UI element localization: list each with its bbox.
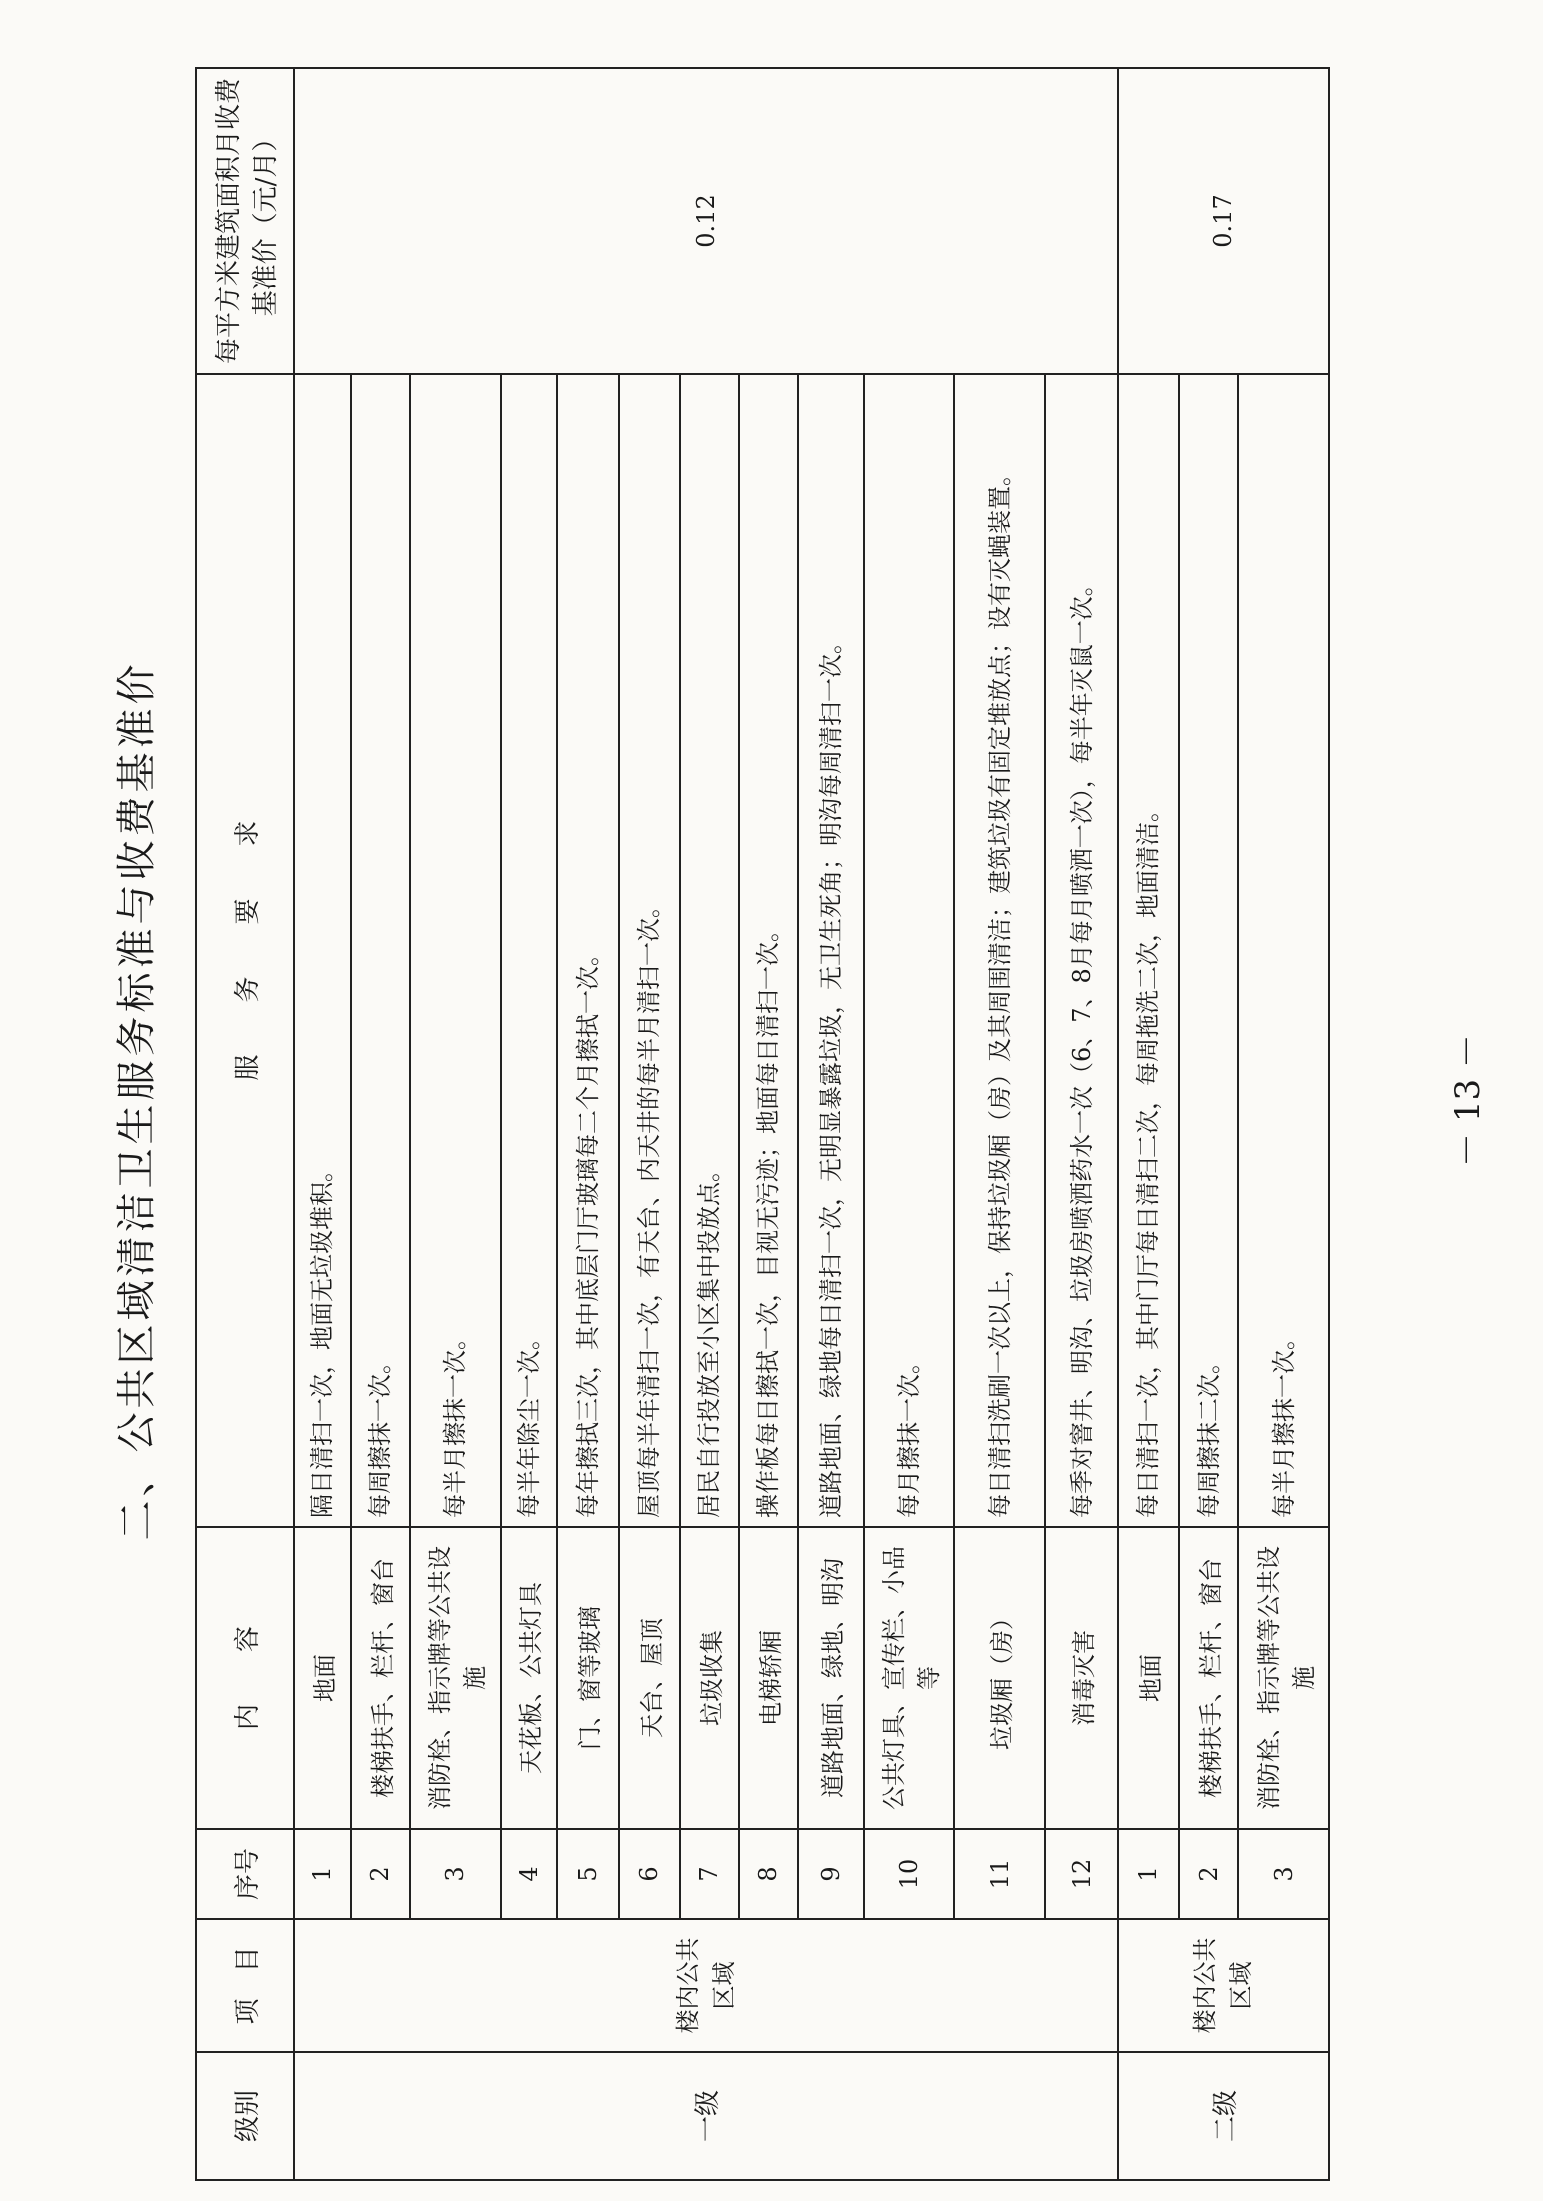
seq-cell: 4 [501, 1829, 558, 1919]
level-cell: 二级 [1118, 2052, 1329, 2180]
table-row [1118, 68, 1179, 2180]
requirement-cell: 每季对窨井、明沟、垃圾房喷洒药水一次（6、7、8月每月喷洒一次），每半年灭鼠一次。 [1045, 374, 1118, 1527]
requirement-cell: 每半月擦抹一次。 [410, 374, 501, 1527]
level-cell: 一级 [294, 2052, 1118, 2180]
content-cell: 天台、屋顶 [619, 1527, 680, 1829]
content-cell: 楼梯扶手、栏杆、窗台 [351, 1527, 410, 1829]
service-standard-table [195, 67, 1330, 2181]
price-cell: 0.17 [1118, 68, 1329, 374]
content-cell: 消防栓、指示牌等公共设施 [1238, 1527, 1329, 1829]
content-cell: 天花板、公共灯具 [501, 1527, 558, 1829]
seq-cell: 2 [351, 1829, 410, 1919]
seq-cell: 2 [1179, 1829, 1238, 1919]
seq-cell: 3 [1238, 1829, 1329, 1919]
seq-cell: 1 [1118, 1829, 1179, 1919]
table-row [864, 68, 955, 2180]
requirement-cell: 操作板每日擦拭一次，目视无污迹；地面每日清扫一次。 [739, 374, 798, 1527]
table-row [739, 68, 798, 2180]
table-row [798, 68, 864, 2180]
requirement-cell: 每年擦拭三次，其中底层门厅玻璃每二个月擦拭一次。 [557, 374, 618, 1527]
table-row [294, 68, 351, 2180]
requirement-cell: 每半月擦抹一次。 [1238, 374, 1329, 1527]
header-row [196, 68, 294, 2180]
content-cell: 垃圾收集 [680, 1527, 739, 1829]
requirement-cell: 每周擦抹二次。 [1179, 374, 1238, 1527]
seq-cell: 6 [619, 1829, 680, 1919]
requirement-cell: 隔日清扫一次，地面无垃圾堆积。 [294, 374, 351, 1527]
table-row [501, 68, 558, 2180]
content-cell: 地面 [294, 1527, 351, 1829]
content-cell: 电梯轿厢 [739, 1527, 798, 1829]
header-seq: 序号 [196, 1829, 294, 1919]
page-title: 二、公共区域清洁卫生服务标准与收费基准价 [114, 660, 160, 1541]
content-cell: 地面 [1118, 1527, 1179, 1829]
table-row [410, 68, 501, 2180]
requirement-cell: 每日清扫洗刷一次以上，保持垃圾厢（房）及其周围清洁；建筑垃圾有固定堆放点；设有灭蝇装置。 [954, 374, 1045, 1527]
requirement-cell: 道路地面、绿地每日清扫一次，无明显暴露垃圾，无卫生死角；明沟每周清扫一次。 [798, 374, 864, 1527]
seq-cell: 7 [680, 1829, 739, 1919]
project-cell: 楼内公共区域 [294, 1919, 1118, 2052]
table-row [1045, 68, 1118, 2180]
requirement-cell: 每月擦抹一次。 [864, 374, 955, 1527]
content-cell: 道路地面、绿地、明沟 [798, 1527, 864, 1829]
table-row [351, 68, 410, 2180]
seq-cell: 5 [557, 1829, 618, 1919]
price-cell: 0.12 [294, 68, 1118, 374]
seq-cell: 1 [294, 1829, 351, 1919]
header-level: 级别 [196, 2052, 294, 2180]
seq-cell: 9 [798, 1829, 864, 1919]
page-number: － 13 － [1448, 1034, 1488, 1167]
header-project: 项 目 [196, 1919, 294, 2052]
seq-cell: 3 [410, 1829, 501, 1919]
content-cell: 垃圾厢（房） [954, 1527, 1045, 1829]
content-cell: 公共灯具、宣传栏、小品等 [864, 1527, 955, 1829]
table-row [557, 68, 618, 2180]
table-row [954, 68, 1045, 2180]
requirement-cell: 每周擦抹一次。 [351, 374, 410, 1527]
seq-cell: 10 [864, 1829, 955, 1919]
table-row [1238, 68, 1329, 2180]
requirement-cell: 每日清扫一次，其中门厅每日清扫二次，每周拖洗二次，地面清洁。 [1118, 374, 1179, 1527]
seq-cell: 12 [1045, 1829, 1118, 1919]
table-row [1179, 68, 1238, 2180]
header-price: 每平方米建筑面积月收费基准价（元/月） [196, 68, 294, 374]
seq-cell: 8 [739, 1829, 798, 1919]
table-row [680, 68, 739, 2180]
content-cell: 楼梯扶手、栏杆、窗台 [1179, 1527, 1238, 1829]
content-cell: 门、窗等玻璃 [557, 1527, 618, 1829]
content-cell: 消防栓、指示牌等公共设施 [410, 1527, 501, 1829]
requirement-cell: 居民自行投放至小区集中投放点。 [680, 374, 739, 1527]
table-row [619, 68, 680, 2180]
content-cell: 消毒灭害 [1045, 1527, 1118, 1829]
header-content: 内 容 [196, 1527, 294, 1829]
seq-cell: 11 [954, 1829, 1045, 1919]
project-cell: 楼内公共区域 [1118, 1919, 1329, 2052]
header-requirement: 服 务 要 求 [196, 374, 294, 1527]
requirement-cell: 屋顶每半年清扫一次，有天台、内天井的每半月清扫一次。 [619, 374, 680, 1527]
requirement-cell: 每半年除尘一次。 [501, 374, 558, 1527]
